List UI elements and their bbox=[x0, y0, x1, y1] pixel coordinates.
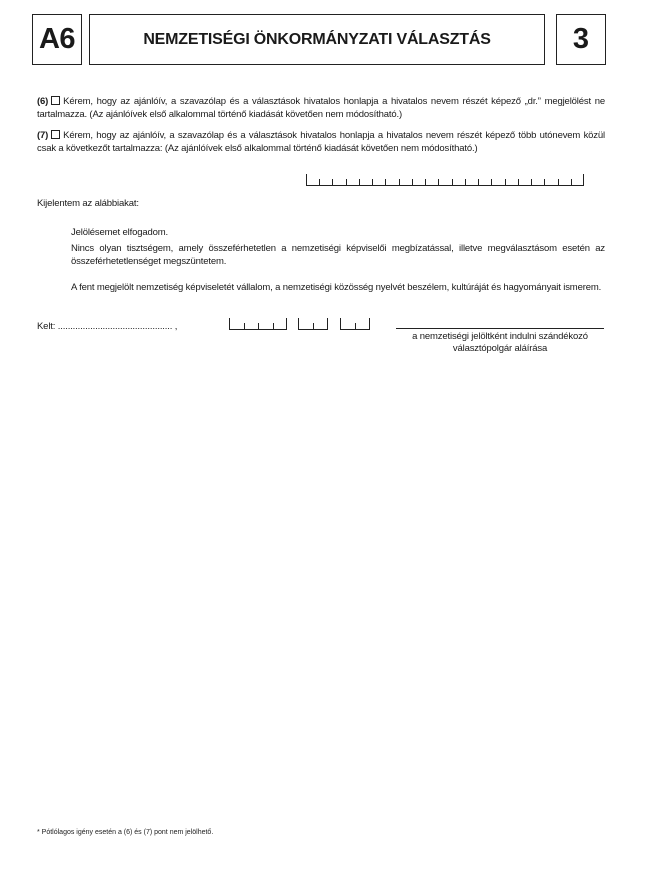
character-box-divider bbox=[244, 323, 245, 329]
signature-line[interactable] bbox=[396, 328, 604, 329]
character-box-divider bbox=[359, 179, 360, 185]
month-character-boxes[interactable] bbox=[298, 318, 328, 330]
character-box-divider bbox=[355, 323, 356, 329]
character-box-divider bbox=[340, 318, 341, 329]
character-box-divider bbox=[319, 179, 320, 185]
character-box-divider bbox=[425, 179, 426, 185]
declaration-item-representation: A fent megjelölt nemzetiség képviseletét vállalom, a nemzetiségi közösség nyelvét beszélem, kultúráját és hagyományait ismerem. bbox=[71, 282, 602, 293]
form-code-box bbox=[32, 14, 82, 65]
character-box-divider bbox=[346, 179, 347, 185]
character-box-divider bbox=[369, 318, 370, 329]
signature-caption-line-2: választópolgár aláírása bbox=[452, 343, 548, 354]
day-character-boxes[interactable] bbox=[340, 318, 370, 330]
declaration-item-incompatibility: Nincs olyan tisztségem, amely összeférhetetlen a nemzetiségi képviselői megbízatással, illetve megválasztásom esetén az összeférhetetlenséget megszüntetem. bbox=[71, 243, 605, 267]
form-code: A6 bbox=[38, 23, 76, 55]
character-box-divider bbox=[465, 179, 466, 185]
character-box-divider bbox=[273, 323, 274, 329]
option-6-checkbox[interactable] bbox=[51, 96, 60, 105]
character-box-divider bbox=[399, 179, 400, 185]
character-box-divider bbox=[571, 179, 572, 185]
character-box-divider bbox=[558, 179, 559, 185]
character-box-divider bbox=[478, 179, 479, 185]
character-box-divider bbox=[438, 179, 439, 185]
character-box-divider bbox=[412, 179, 413, 185]
page-number: 3 bbox=[572, 23, 590, 55]
character-box-divider bbox=[372, 179, 373, 185]
option-6-number: (6) bbox=[37, 96, 49, 107]
character-box-divider bbox=[327, 318, 328, 329]
character-box-divider bbox=[544, 179, 545, 185]
form-title-box bbox=[89, 14, 545, 65]
character-box-divider bbox=[583, 174, 584, 185]
character-box-divider bbox=[306, 174, 307, 185]
character-box-divider bbox=[452, 179, 453, 185]
given-name-character-boxes[interactable] bbox=[306, 174, 584, 186]
character-box-divider bbox=[518, 179, 519, 185]
declaration-item-acceptance: Jelölésemet elfogadom. bbox=[71, 227, 169, 238]
character-box-divider bbox=[286, 318, 287, 329]
place-date-label: Kelt: .............................................. , bbox=[37, 321, 178, 332]
character-box-divider bbox=[313, 323, 314, 329]
option-7 bbox=[37, 129, 605, 155]
option-7-checkbox[interactable] bbox=[51, 130, 60, 139]
character-box-divider bbox=[229, 318, 230, 329]
character-box-divider bbox=[531, 179, 532, 185]
option-7-number: (7) bbox=[37, 130, 49, 141]
form-title: NEMZETISÉGI ÖNKORMÁNYZATI VÁLASZTÁS bbox=[143, 30, 491, 48]
page-number-box bbox=[556, 14, 606, 65]
option-6 bbox=[37, 95, 605, 121]
character-box-divider bbox=[491, 179, 492, 185]
character-box-divider bbox=[332, 179, 333, 185]
signature-caption-line-1: a nemzetiségi jelöltként indulni szándékozó bbox=[412, 331, 588, 342]
year-character-boxes[interactable] bbox=[229, 318, 287, 330]
character-box-divider bbox=[258, 323, 259, 329]
signature-caption bbox=[396, 331, 604, 355]
option-7-text: Kérem, hogy az ajánlóív, a szavazólap és a választások hivatalos honlapja a hivatalos nevem részét képező több utónevem közül csak a következőt tartalmazza: (Az ajánlóívek első alkalommal történő kiadását követően nem módosítható.) bbox=[37, 130, 605, 154]
footnote: * Pótlólagos igény esetén a (6) és (7) pont nem jelölhető. bbox=[37, 829, 214, 836]
declaration-intro: Kijelentem az alábbiakat: bbox=[37, 198, 139, 209]
character-box-divider bbox=[505, 179, 506, 185]
character-box-divider bbox=[385, 179, 386, 185]
option-6-text: Kérem, hogy az ajánlóív, a szavazólap és a választások hivatalos honlapja a hivatalos nevem részét képező „dr.” megjelölést ne tartalmazza. (Az ajánlóívek első alkalommal történő kiadását követően nem módosítható.) bbox=[37, 96, 605, 120]
character-box-divider bbox=[298, 318, 299, 329]
